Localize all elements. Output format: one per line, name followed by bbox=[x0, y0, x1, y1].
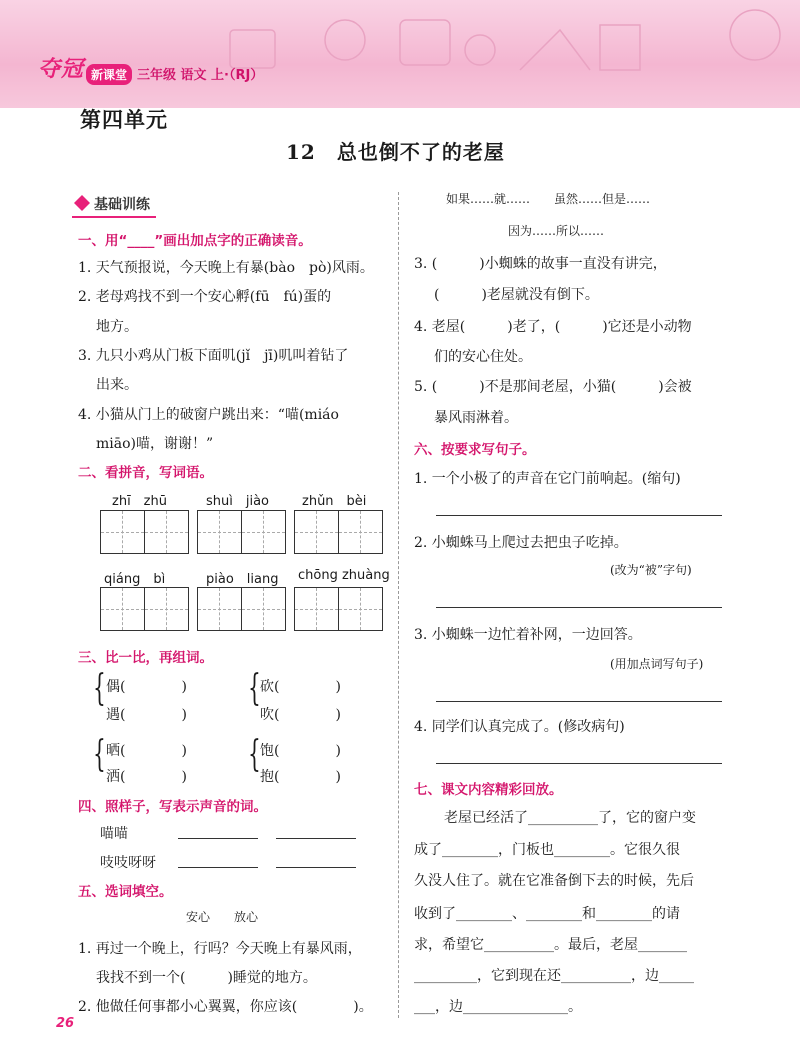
conjunction-choices: 如果……就…… 虽然……但是…… bbox=[446, 192, 651, 206]
s5-right-item: ( )老屋就没有倒下。 bbox=[434, 287, 599, 303]
section-badge bbox=[72, 192, 156, 218]
lesson-title: 12 总也倒不了的老屋 bbox=[286, 140, 505, 164]
s1-item: 出来。 bbox=[96, 377, 138, 393]
answer-line[interactable] bbox=[436, 701, 722, 702]
answer-line[interactable] bbox=[178, 867, 258, 868]
answer-line[interactable] bbox=[276, 838, 356, 839]
brace: { bbox=[248, 734, 261, 775]
compare-item: 饱( ) bbox=[260, 743, 341, 759]
brace: { bbox=[93, 734, 106, 775]
section-2-title: 二、看拼音，写词语。 bbox=[78, 465, 213, 481]
section-7-title: 七、课文内容精彩回放。 bbox=[414, 782, 563, 798]
s1-item: 地方。 bbox=[96, 319, 138, 335]
pinyin-label: zhǔn bèi bbox=[302, 494, 367, 509]
pinyin-label: chōng zhuàng bbox=[298, 568, 390, 583]
compare-item: 砍( ) bbox=[260, 679, 341, 695]
pinyin-label: shuì jiào bbox=[206, 494, 270, 509]
compare-item: 洒( ) bbox=[106, 769, 187, 785]
s1-item: 3. 九只小鸡从门板下面叽(jǐ jī)叽叫着钻了 bbox=[78, 348, 349, 364]
compare-item: 偶( ) bbox=[106, 679, 187, 695]
passage-line: _________，它到现在还__________，边_____ bbox=[414, 968, 694, 984]
section-5-title: 五、选词填空。 bbox=[78, 884, 173, 900]
brace: { bbox=[248, 668, 261, 709]
passage-line: 求，希望它__________。最后，老屋_______ bbox=[414, 937, 687, 953]
s6-question: 2. 小蜘蛛马上爬过去把虫子吃掉。 bbox=[414, 535, 628, 551]
sound-example: 喵喵 bbox=[100, 826, 128, 842]
pinyin-label: zhī zhū bbox=[112, 494, 167, 509]
conjunction-choices: 因为……所以…… bbox=[508, 224, 605, 238]
grade-subject: 三年级 语文 上·（RJ） bbox=[137, 68, 264, 83]
s5-right-item: 暴风雨淋着。 bbox=[434, 410, 518, 426]
answer-line[interactable] bbox=[436, 763, 722, 764]
column-divider bbox=[398, 192, 399, 1018]
s1-item: miāo)喵，谢谢！” bbox=[96, 436, 214, 452]
passage-line: 久没人住了。就在它准备倒下去的时候，先后 bbox=[414, 873, 694, 889]
answer-line[interactable] bbox=[436, 607, 722, 608]
writing-grid[interactable] bbox=[294, 510, 383, 554]
s6-note: (用加点词写句子) bbox=[610, 657, 704, 671]
compare-item: 遇( ) bbox=[106, 707, 187, 723]
writing-grid[interactable] bbox=[100, 587, 189, 631]
s5-item: 我找不到一个( )睡觉的地方。 bbox=[96, 970, 317, 986]
writing-grid[interactable] bbox=[197, 510, 286, 554]
header-decoration bbox=[0, 0, 800, 108]
s5-right-item: 3. ( )小蜘蛛的故事一直没有讲完， bbox=[414, 256, 667, 272]
s6-question: 4. 同学们认真完成了。(修改病句) bbox=[414, 719, 625, 735]
s5-right-item: 4. 老屋( )老了，( )它还是小动物 bbox=[414, 319, 692, 335]
brand-logo: 夺冠 bbox=[38, 57, 85, 82]
page-number: 26 bbox=[56, 1016, 75, 1031]
compare-item: 晒( ) bbox=[106, 743, 187, 759]
writing-grid[interactable] bbox=[197, 587, 286, 631]
s6-note: (改为“被”字句) bbox=[610, 563, 692, 577]
s5-item: 1. 再过一个晚上，行吗？今天晚上有暴风雨， bbox=[78, 941, 362, 957]
badge-label: 基础训练 bbox=[94, 197, 150, 213]
pinyin-label: piào liang bbox=[206, 572, 279, 587]
passage-line: 收到了________、________和________的请 bbox=[414, 906, 680, 922]
s5-right-item: 5. ( )不是那间老屋，小猫( )会被 bbox=[414, 379, 692, 395]
answer-line[interactable] bbox=[276, 867, 356, 868]
s1-item: 1. 天气预报说，今天晚上有暴(bào pò)风雨。 bbox=[78, 260, 374, 276]
word-choices: 安心 放心 bbox=[186, 910, 259, 924]
s5-right-item: 们的安心住处。 bbox=[434, 349, 532, 365]
s5-item: 2. 他做任何事都小心翼翼，你应该( )。 bbox=[78, 999, 373, 1015]
writing-grid[interactable] bbox=[100, 510, 189, 554]
pinyin-label: qiáng bì bbox=[104, 572, 166, 587]
s6-question: 1. 一个小极了的声音在它门前响起。(缩句) bbox=[414, 471, 681, 487]
diamond-icon bbox=[74, 195, 90, 211]
brand-subtitle: 新课堂 bbox=[86, 64, 132, 85]
s1-item: 2. 老母鸡找不到一个安心孵(fū fú)蛋的 bbox=[78, 289, 332, 305]
answer-line[interactable] bbox=[436, 515, 722, 516]
section-4-title: 四、照样子，写表示声音的词。 bbox=[78, 799, 267, 815]
compare-item: 抱( ) bbox=[260, 769, 341, 785]
unit-title: 第四单元 bbox=[80, 108, 168, 132]
sound-example: 吱吱呀呀 bbox=[100, 855, 156, 871]
section-1-title: 一、用“____”画出加点字的正确读音。 bbox=[78, 233, 312, 249]
s1-item: 4. 小猫从门上的破窗户跳出来：“喵(miáo bbox=[78, 407, 339, 423]
passage-line: 成了________，门板也________。它很久很 bbox=[414, 842, 680, 858]
passage-line: 老屋已经活了__________了，它的窗户变 bbox=[444, 810, 696, 826]
brace: { bbox=[93, 668, 106, 709]
section-3-title: 三、比一比，再组词。 bbox=[78, 650, 213, 666]
compare-item: 吹( ) bbox=[260, 707, 341, 723]
s6-question: 3. 小蜘蛛一边忙着补网，一边回答。 bbox=[414, 627, 642, 643]
writing-grid[interactable] bbox=[294, 587, 383, 631]
passage-line: ___，边_______________。 bbox=[414, 999, 582, 1015]
answer-line[interactable] bbox=[178, 838, 258, 839]
section-6-title: 六、按要求写句子。 bbox=[414, 442, 536, 458]
